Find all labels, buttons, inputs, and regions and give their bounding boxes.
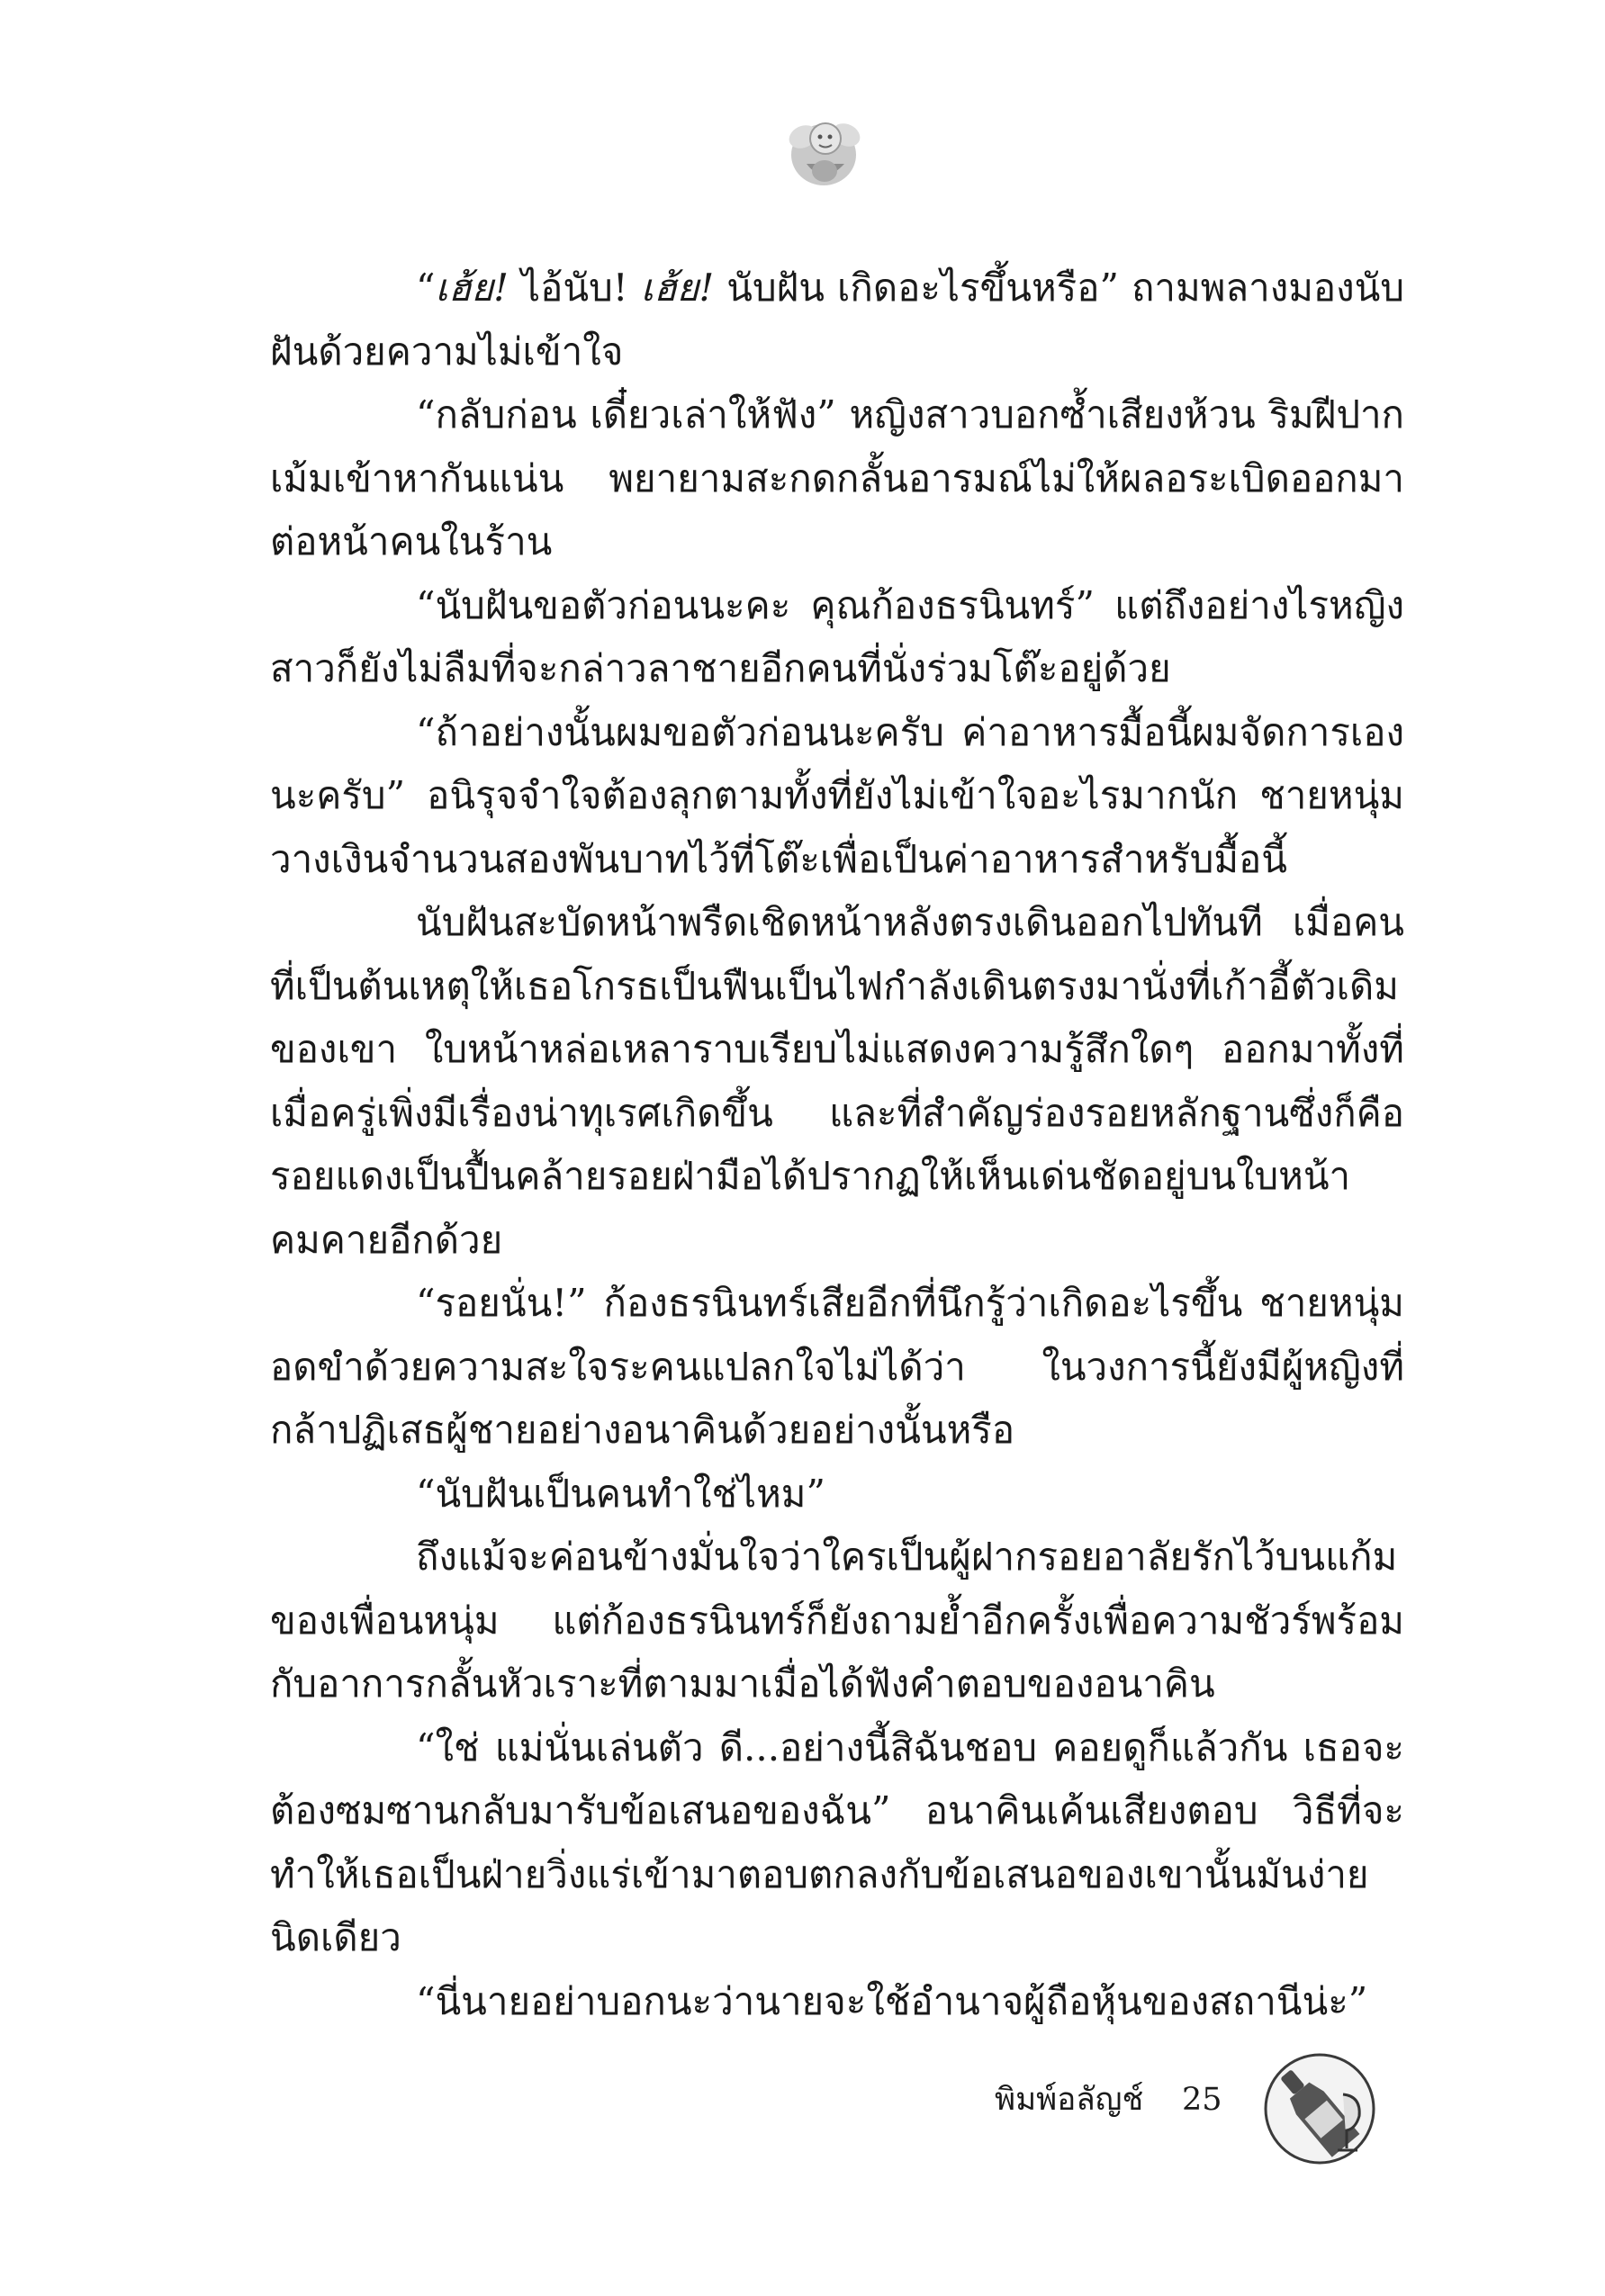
paragraph xyxy=(270,1463,1404,1526)
paragraph xyxy=(270,257,1404,383)
page-footer xyxy=(995,2048,1409,2156)
paragraph xyxy=(270,1970,1404,2034)
paragraph xyxy=(270,1272,1404,1463)
text-run: ไอ้นับ! xyxy=(508,266,641,310)
text-run: “นับฝันเป็นคนทำใช่ไหม” xyxy=(416,1471,825,1516)
text-run: “ใช่ แม่นั่นเล่นตัว ดี...อย่างนี้สิฉันชอบ คอยดูก็แล้วกัน เธอจะต้องซมซานกลับมารับข้อเสนอของฉัน” อนาคินเค้นเสียงตอบ วิธีที่จะทำให้เธอเป็นฝ่ายวิ่งแร่เข้ามาตอบตกลงกับข้อเสนอของเขานั้นมันง่ายนิดเดียว xyxy=(270,1724,1404,1959)
text-run: นับฝันสะบัดหน้าพรืดเชิดหน้าหลังตรงเดินออกไปทันที เมื่อคนที่เป็นต้นเหตุให้เธอโกรธเป็นฟืนเป็นไฟกำลังเดินตรงมานั่งที่เก้าอี้ตัวเดิมของเขา ใบหน้าหล่อเหลาราบเรียบไม่แสดงความรู้สึกใดๆ ออกมาทั้งที่เมื่อครู่เพิ่งมีเรื่องน่าทุเรศเกิดขึ้น และที่สำคัญร่องรอยหลักฐานซึ่งก็คือรอยแดงเป็นปื้นคล้ายรอยฝ่ามือได้ปรากฏให้เห็นเด่นชัดอยู่บนใบหน้าคมคายอีกด้วย xyxy=(270,900,1404,1262)
paragraph xyxy=(270,383,1404,574)
paragraph xyxy=(270,1716,1404,1970)
author-name: พิมพ์อลัญช์ xyxy=(995,2082,1144,2118)
wine-bottle-glass-icon xyxy=(1260,2048,1382,2169)
text-run: “กลับก่อน เดี๋ยวเล่าให้ฟัง” หญิงสาวบอกซ้ำเสียงห้วน ริมฝีปากเม้มเข้าหากันแน่น พยายามสะกดกลั้นอารมณ์ไม่ให้ผลอระเบิดออกมาต่อหน้าคนในร้าน xyxy=(270,392,1404,563)
paragraph xyxy=(270,701,1404,892)
text-run: “รอยนั่น!” ก้องธรนินทร์เสียอีกที่นึกรู้ว่าเกิดอะไรขึ้น ชายหนุ่มอดขำด้วยความสะใจระคนแปลกใจไม่ได้ว่า ในวงการนี้ยังมีผู้หญิงที่กล้าปฏิเสธผู้ชายอย่างอนาคินด้วยอย่างนั้นหรือ xyxy=(270,1281,1404,1452)
text-run: ถึงแม้จะค่อนข้างมั่นใจว่าใครเป็นผู้ฝากรอยอาลัยรักไว้บนแก้มของเพื่อนหนุ่ม แต่ก้องธรนินทร์ก็ยังถามย้ำอีกครั้งเพื่อความชัวร์พร้อมกับอาการกลั้นหัวเราะที่ตามมาเมื่อได้ฟังคำตอบของอนาคิน xyxy=(270,1535,1404,1706)
paragraph xyxy=(270,574,1404,701)
text-run: “ xyxy=(416,266,436,310)
paragraph xyxy=(270,891,1404,1272)
emphasis-text: เฮ้ย! xyxy=(435,266,509,310)
paragraph xyxy=(270,1526,1404,1716)
text-run: “นับฝันขอตัวก่อนนะคะ คุณก้องธรนินทร์” แต่ถึงอย่างไรหญิงสาวก็ยังไม่ลืมที่จะกล่าวลาชายอีกคนที่นั่งร่วมโต๊ะอยู่ด้วย xyxy=(270,582,1404,690)
emphasis-text: เฮ้ย! xyxy=(640,266,715,310)
text-run: “ถ้าอย่างนั้นผมขอตัวก่อนนะครับ ค่าอาหารมื้อนี้ผมจัดการเองนะครับ” อนิรุจจำใจต้องลุกตามทั้งที่ยังไม่เข้าใจอะไรมากนัก ชายหนุ่มวางเงินจำนวนสองพันบาทไว้ที่โต๊ะเพื่อเป็นค่าอาหารสำหรับมื้อนี้ xyxy=(270,709,1404,881)
text-run: นับฝัน เกิดอะไรขึ้นหรือ” ถามพลางมองนับฝันด้วยความไม่เข้าใจ xyxy=(270,266,1404,374)
page-number: 25 xyxy=(1182,2082,1222,2118)
cherub-ornament-icon xyxy=(774,101,873,200)
body-text xyxy=(270,257,1404,2033)
text-run: “นี่นายอย่าบอกนะว่านายจะใช้อำนาจผู้ถือหุ้นของสถานีน่ะ” xyxy=(416,1978,1368,2023)
